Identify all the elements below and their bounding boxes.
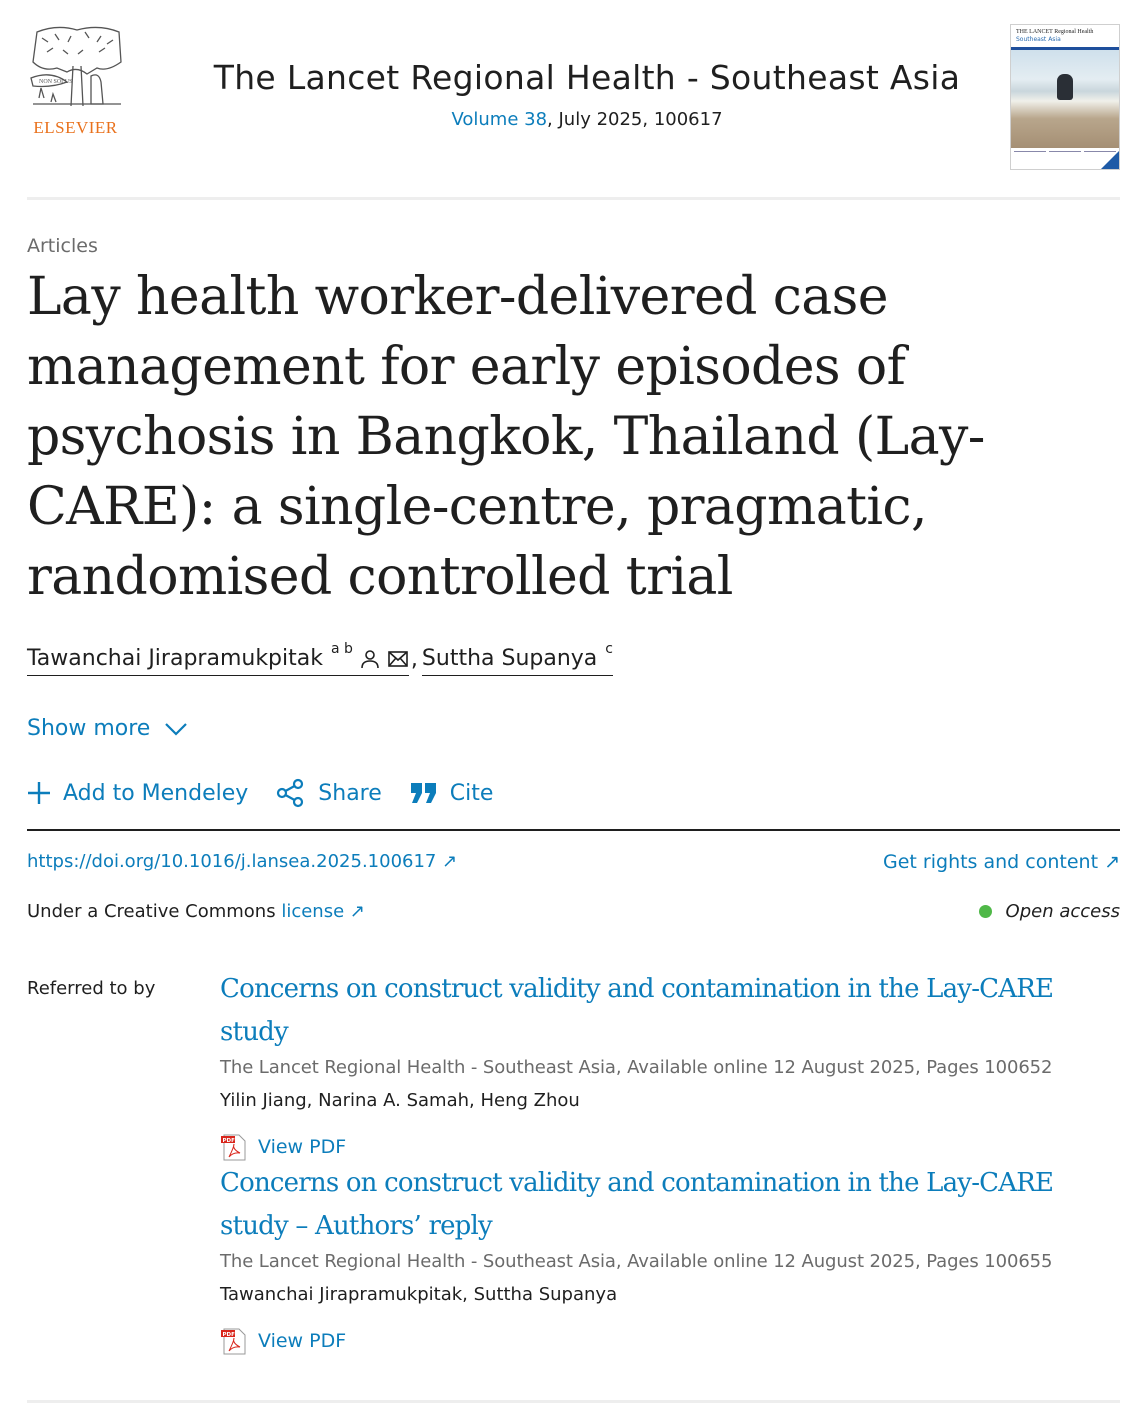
referred-to-by-label: Referred to by <box>27 978 156 999</box>
cover-photo <box>1011 50 1119 148</box>
author-link-2[interactable] <box>421 640 613 676</box>
open-access-dot-icon <box>979 905 992 918</box>
pdf-file-icon <box>220 1327 248 1355</box>
get-rights-link[interactable] <box>883 851 1120 873</box>
author-affiliations: c <box>605 640 613 657</box>
email-icon <box>387 648 409 670</box>
referred-item-1 <box>220 968 1120 1161</box>
doi-text: https://doi.org/10.1016/j.lansea.2025.100617 <box>27 851 437 872</box>
view-pdf-link[interactable] <box>220 1133 1120 1161</box>
license-prefix: Under a Creative Commons <box>27 901 282 922</box>
author-name: Suttha Supanya <box>421 646 598 671</box>
external-link-icon: ↗ <box>442 851 458 872</box>
svg-text:PDF: PDF <box>222 1332 235 1338</box>
cover-child-figure <box>1057 74 1073 100</box>
cover-subtitle: Southeast Asia <box>1016 36 1061 43</box>
author-name: Tawanchai Jirapramukpitak <box>27 646 323 671</box>
author-link-1[interactable] <box>27 640 409 676</box>
journal-info <box>157 58 1017 130</box>
referred-item-authors: Tawanchai Jirapramukpitak, Suttha Supanya <box>220 1284 618 1305</box>
cite-label: Cite <box>449 780 494 806</box>
section-divider <box>27 1400 1120 1403</box>
plus-icon <box>27 781 51 805</box>
view-pdf-link[interactable] <box>220 1327 1120 1355</box>
elsevier-tree-logo-icon <box>27 22 124 110</box>
journal-issue-info <box>157 109 1017 130</box>
get-rights-label: Get rights and content <box>883 851 1099 873</box>
view-pdf-label: View PDF <box>258 1330 347 1352</box>
referred-item-title-link[interactable]: Concerns on construct validity and contamination in the Lay-CARE study – Authors’ reply <box>220 1168 1054 1241</box>
cover-title: THE LANCET Regional Health <box>1016 29 1094 35</box>
issue-date-article-number: , July 2025, 100617 <box>547 109 723 130</box>
cover-corner-badge <box>1101 151 1119 169</box>
open-access-label: Open access <box>1005 901 1120 922</box>
elsevier-logo-link[interactable] <box>27 22 124 137</box>
external-link-icon: ↗ <box>1104 851 1120 873</box>
author-separator: , <box>410 647 418 672</box>
license-link[interactable]: license ↗ <box>281 901 365 922</box>
pdf-file-icon <box>220 1133 248 1161</box>
external-link-icon: ↗ <box>349 901 365 922</box>
volume-link[interactable]: Volume 38 <box>451 109 548 130</box>
doi-link[interactable] <box>27 851 457 872</box>
add-to-mendeley-button[interactable] <box>27 781 248 806</box>
referred-item-source: The Lancet Regional Health - Southeast Asia, Available online 12 August 2025, Pages 100655 <box>220 1251 1053 1272</box>
svg-text:NON SOLUS: NON SOLUS <box>39 79 73 85</box>
cite-button[interactable] <box>410 781 494 806</box>
svg-text:PDF: PDF <box>222 1138 235 1144</box>
share-label: Share <box>318 780 382 806</box>
journal-title[interactable]: The Lancet Regional Health - Southeast Asia <box>213 58 961 97</box>
share-icon <box>276 778 306 808</box>
show-more-label: Show more <box>27 716 151 741</box>
referred-item-2 <box>220 1162 1120 1355</box>
article-category: Articles <box>27 235 98 257</box>
author-affiliations: a b <box>330 640 353 657</box>
publisher-wordmark: ELSEVIER <box>33 118 118 137</box>
article-title: Lay health worker-delivered case management for early episodes of psychosis in Bangkok, Thailand (Lay-CARE): a single-centre, pragmatic, randomised controlled trial <box>27 267 985 607</box>
person-icon <box>359 648 381 670</box>
chevron-down-icon <box>164 722 188 736</box>
share-button[interactable] <box>276 778 382 808</box>
referred-item-authors: Yilin Jiang, Narina A. Samah, Heng Zhou <box>220 1090 580 1111</box>
article-toolbar <box>27 778 521 808</box>
add-to-mendeley-label: Add to Mendeley <box>63 780 249 806</box>
open-access-badge <box>979 901 1120 922</box>
header-divider <box>27 197 1120 200</box>
show-more-button[interactable] <box>27 716 188 741</box>
referred-item-source: The Lancet Regional Health - Southeast Asia, Available online 12 August 2025, Pages 100652 <box>220 1057 1053 1078</box>
view-pdf-label: View PDF <box>258 1136 347 1158</box>
quote-icon <box>410 781 438 805</box>
author-list <box>27 640 613 676</box>
journal-cover-image[interactable] <box>1010 24 1120 170</box>
toolbar-divider <box>27 829 1120 831</box>
referred-item-title-link[interactable]: Concerns on construct validity and contamination in the Lay-CARE study <box>220 974 1054 1047</box>
journal-header <box>27 0 1120 200</box>
license-statement <box>27 901 365 922</box>
